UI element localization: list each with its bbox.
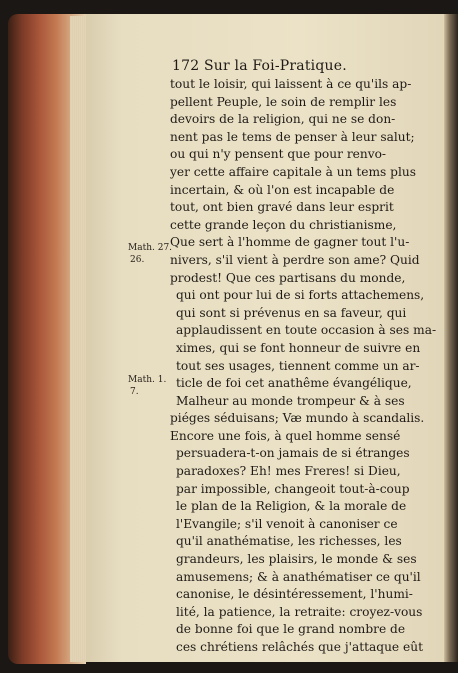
text-line: tout le loisir, qui laissent à ce qu'ils ap-	[170, 77, 412, 91]
text-line: applaudissent en toute occasion à ses ma-	[176, 323, 437, 338]
margin-note-1-line2: 26.	[130, 255, 145, 265]
text-line: canonise, le désintéressement, l'humi-	[176, 587, 413, 602]
text-line: ximes, qui se font honneur de suivre en	[176, 340, 421, 355]
text-line: persuadera-t-on jamais de si étranges	[176, 446, 410, 461]
text-line: qui ont pour lui de si forts attachemens,	[176, 288, 425, 303]
text-line: tout, ont bien gravé dans leur esprit	[170, 200, 394, 215]
text-line: Malheur au monde trompeur & à ses	[176, 393, 405, 408]
text-line: ces chrétiens relâchés que j'attaque eût	[176, 640, 423, 654]
text-line: ticle de foi cet anathême évangélique,	[176, 376, 412, 391]
text-line: Que sert à l'homme de gagner tout l'u-	[170, 235, 410, 250]
text-line: grandeurs, les plaisirs, le monde & ses	[176, 552, 417, 567]
text-line: l'Evangile; s'il venoit à canoniser ce	[176, 516, 398, 531]
margin-note-1-line1: Math. 27.	[128, 243, 173, 253]
text-line: pellent Peuple, le soin de remplir les	[170, 94, 397, 109]
text-line: qu'il anathématise, les richesses, les	[176, 534, 402, 549]
text-line: cette grande leçon du christianisme,	[170, 217, 397, 232]
text-line: nent pas le tems de penser à leur salut;	[170, 129, 415, 144]
margin-note-2	[128, 374, 166, 398]
margin-note-2-line2: 7.	[130, 387, 139, 397]
text-line: de bonne foi que le grand nombre de	[176, 622, 406, 637]
text-line: le plan de la Religion, & la morale de	[176, 499, 407, 514]
text-line: paradoxes? Eh! mes Freres! si Dieu,	[176, 464, 401, 479]
page-gutter-shadow	[444, 14, 458, 662]
page-header: 172 Sur la Foi-Pratique.	[172, 58, 347, 74]
text-line: prodest! Que ces partisans du monde,	[170, 270, 406, 285]
margin-note-1	[128, 242, 172, 266]
text-line: Encore une fois, à quel homme sensé	[170, 428, 401, 443]
text-line: incertain, & où l'on est incapable de	[170, 182, 395, 197]
text-line: amusemens; & à anathématiser ce qu'il	[176, 569, 421, 584]
text-line: tout ses usages, tiennent comme un ar-	[176, 358, 420, 373]
text-line: qui sont si prévenus en sa faveur, qui	[176, 305, 407, 320]
text-line: par impossible, changeoit tout-à-coup	[176, 481, 410, 496]
text-line: nivers, s'il vient à perdre son ame? Quid	[170, 252, 420, 267]
margin-note-2-line1: Math. 1.	[128, 375, 167, 385]
text-line: lité, la patience, la retraite: croyez-vous	[176, 604, 423, 619]
text-line: devoirs de la religion, qui ne se don-	[170, 112, 396, 127]
body-text	[170, 76, 446, 657]
text-line: piéges séduisans; Væ mundo à scandalis.	[170, 411, 425, 426]
text-line: yer cette affaire capitale à un tems plus	[170, 164, 416, 179]
text-line: ou qui n'y pensent que pour renvo-	[170, 147, 387, 162]
